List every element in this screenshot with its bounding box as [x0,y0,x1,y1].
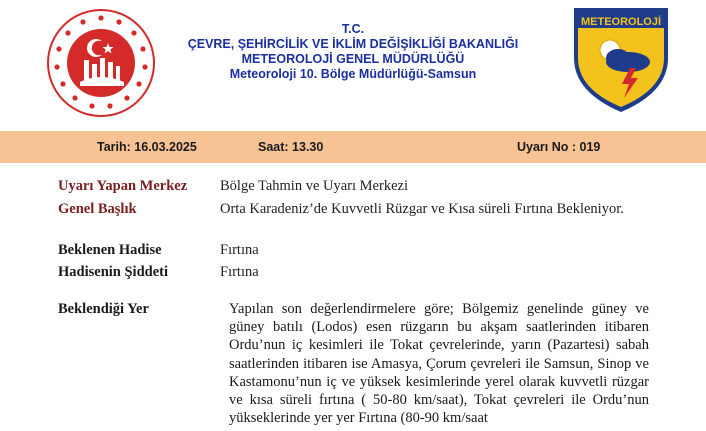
issuer-label: Uyarı Yapan Merkez [58,178,188,194]
meteorology-shield-logo [572,6,670,114]
date-text: Tarih: 16.03.2025 [97,140,197,154]
general-heading-label: Genel Başlık [58,201,137,217]
severity-value: Fırtına [220,264,259,280]
expected-event-value: Fırtına [220,242,259,258]
expected-event-label: Beklenen Hadise [58,242,162,258]
warning-number-text: Uyarı No : 019 [517,140,601,154]
header-directorate: METEOROLOJİ GENEL MÜDÜRLÜĞÜ [241,52,465,66]
severity-label: Hadisenin Şiddeti [58,264,168,280]
location-label: Beklendiği Yer [58,301,149,317]
info-bar [0,131,706,163]
warning-body-text: Yapılan son değerlendirmelere göre; Bölgemiz genelinde güney ve güney batılı (Lodos) esen rüzgarın bu akşam saatlerinden itibaren Ordu’nun iç kesimleri ile Tokat çevrelerinde, yarın (Pazartesi) sabah saatlerinden itibaren ise Amasya, Çorum çevreleri ile Samsun, Sinop ve Kastamonu’nun iç ve yüksek kesimlerinde yerel olarak kuvvetli rüzgar ve kısa süreli fırtına ( 50-80 km/saat), Tokat çevreleri ile Ordu’nun yükseklerinde yer yer Fırtına (80-90 km/saat [229,301,649,427]
header-ministry: ÇEVRE, ŞEHİRCİLİK VE İKLİM DEĞİŞİKLİĞİ BAKANLIĞI [187,37,519,51]
time-text: Saat: 13.30 [258,140,324,154]
header-regional-office: Meteoroloji 10. Bölge Müdürlüğü-Samsun [229,67,477,81]
header-tc: T.C. [341,22,365,36]
general-heading-value: Orta Karadeniz’de Kuvvetli Rüzgar ve Kısa süreli Fırtına Bekleniyor. [220,201,624,217]
meteorology-logo-text: METEOROLOJİ [580,16,662,28]
issuer-value: Bölge Tahmin ve Uyarı Merkezi [220,178,408,194]
